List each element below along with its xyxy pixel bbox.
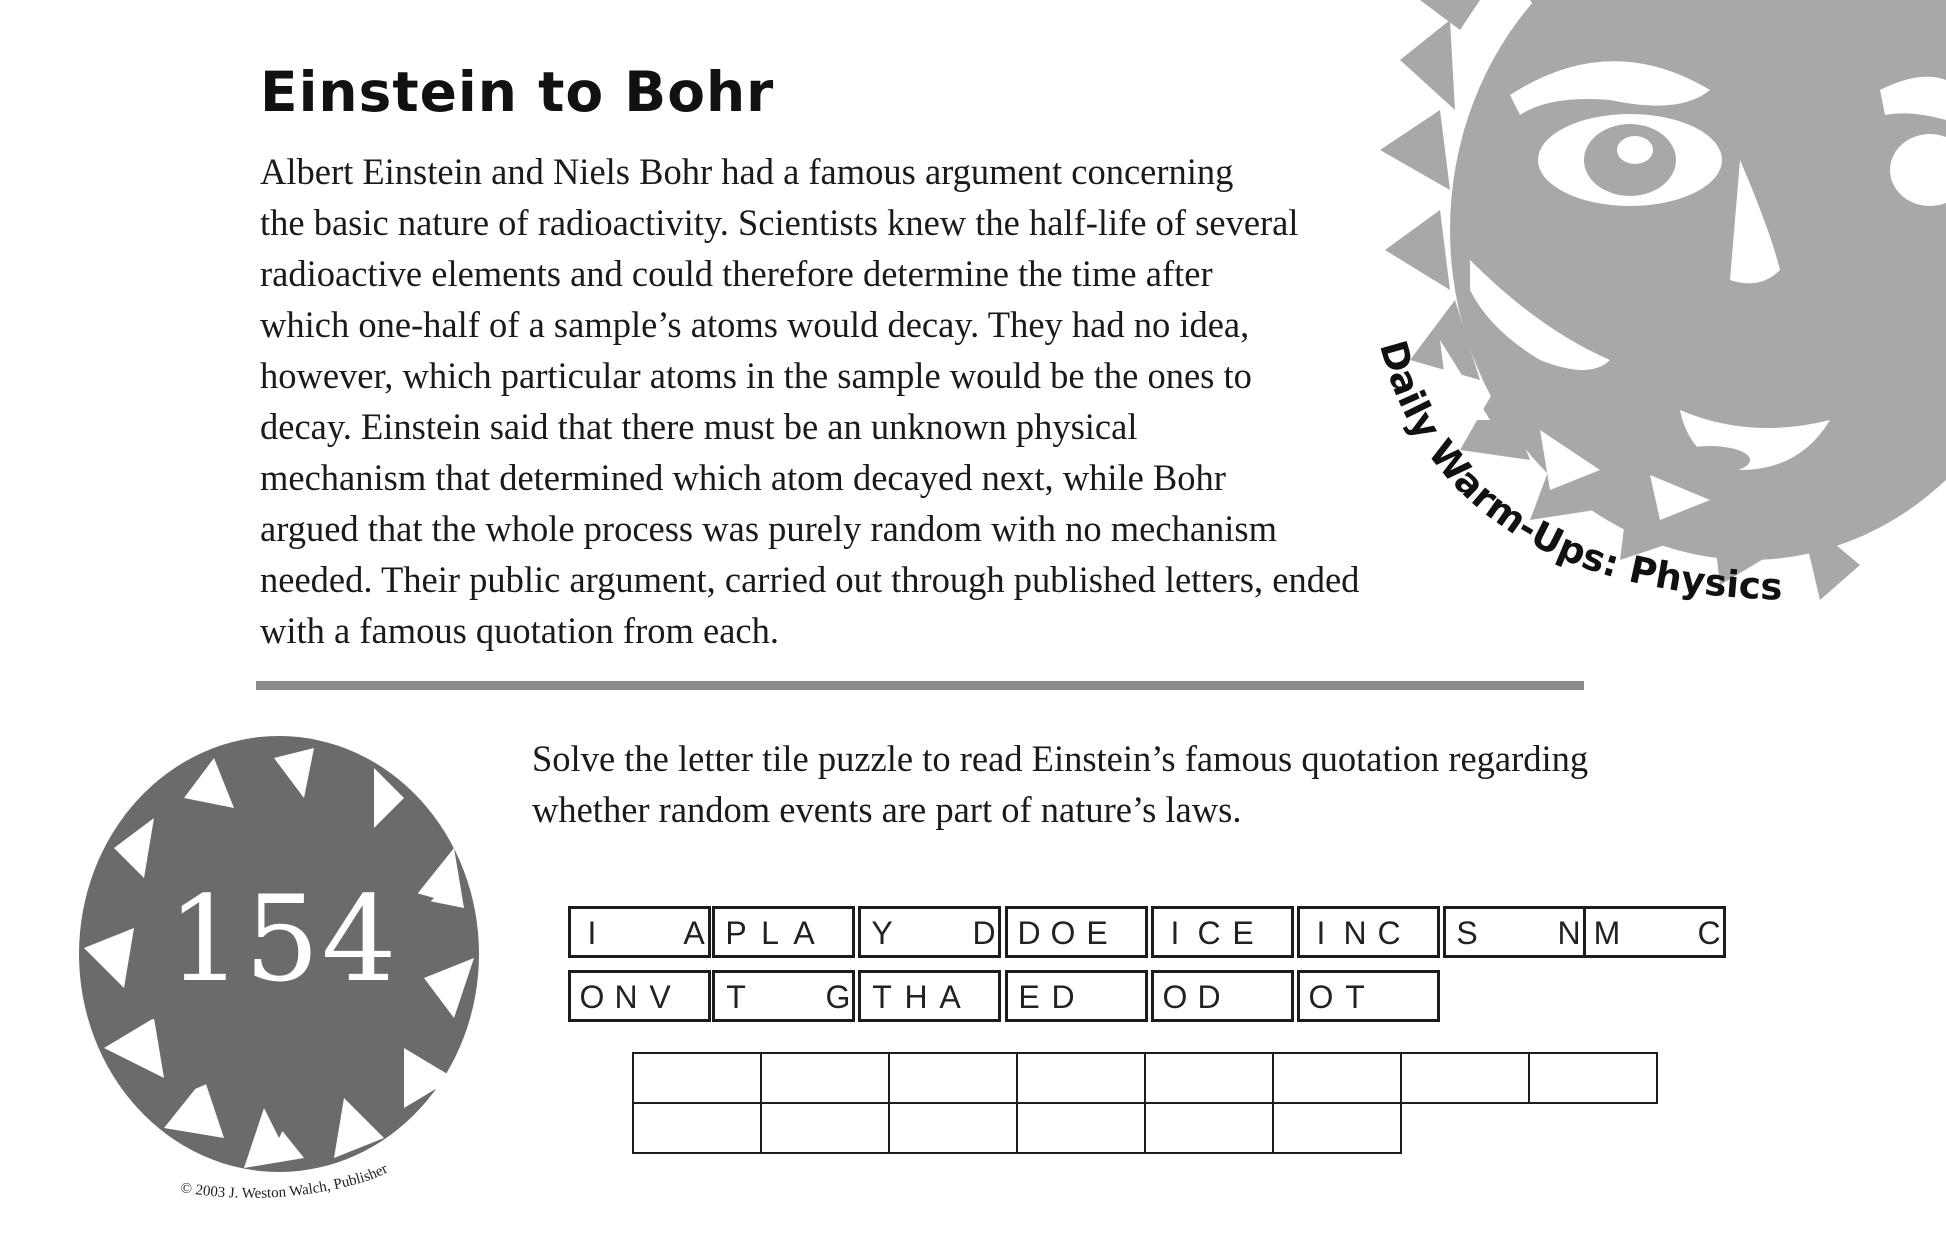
answer-cell[interactable]: [632, 1102, 762, 1154]
letter-tile[interactable]: [1005, 970, 1148, 1022]
tile-letter: O: [1050, 915, 1076, 951]
tile-letter: O: [579, 979, 605, 1015]
tile-letter: S: [1456, 915, 1478, 951]
puzzle-number: 154: [167, 870, 399, 1008]
tile-letter: O: [1162, 979, 1188, 1015]
copyright-notice: [170, 1120, 490, 1230]
intro-line: argued that the whole process was purely random with no mechanism: [260, 508, 1278, 549]
letter-tile[interactable]: [1583, 906, 1726, 958]
series-title-text: Daily Warm-Ups: Physics: [1371, 335, 1784, 609]
intro-line: decay. Einstein said that there must be an unknown physical: [260, 406, 1138, 447]
answer-cell[interactable]: [888, 1102, 1018, 1154]
answer-cell[interactable]: [1144, 1102, 1274, 1154]
tile-letter: E: [1232, 915, 1254, 951]
tile-letter: A: [683, 915, 705, 951]
tile-letter: E: [1086, 915, 1108, 951]
answer-cell[interactable]: [760, 1102, 890, 1154]
answer-cell[interactable]: [888, 1052, 1018, 1104]
tile-letter: L: [761, 915, 779, 951]
intro-line: Albert Einstein and Niels Bohr had a famous argument concerning: [260, 151, 1234, 192]
tile-letter: P: [725, 915, 747, 951]
tile-letter: D: [1051, 979, 1075, 1015]
intro-line: however, which particular atoms in the sample would be the ones to: [260, 355, 1252, 396]
letter-tile[interactable]: [1443, 906, 1586, 958]
instructions-line: whether random events are part of nature’s laws.: [532, 789, 1242, 830]
answer-cell[interactable]: [1016, 1102, 1146, 1154]
tile-letter: H: [904, 979, 928, 1015]
tile-letter: G: [825, 979, 851, 1015]
letter-tile[interactable]: [1005, 906, 1148, 958]
letter-tile[interactable]: [712, 906, 855, 958]
answer-cell[interactable]: [1016, 1052, 1146, 1104]
tile-letter: N: [1343, 915, 1367, 951]
letter-tile[interactable]: [1151, 906, 1294, 958]
answer-cell[interactable]: [1272, 1052, 1402, 1104]
tile-letter: V: [649, 979, 671, 1015]
answer-grid: [632, 1052, 1654, 1156]
tile-letter: E: [1018, 979, 1040, 1015]
tile-letter: C: [1697, 915, 1721, 951]
tile-letter: N: [1557, 915, 1581, 951]
letter-tile[interactable]: [568, 970, 711, 1022]
answer-cell[interactable]: [1528, 1052, 1658, 1104]
tile-letter: D: [1017, 915, 1041, 951]
tile-letter: D: [1197, 979, 1221, 1015]
intro-line: mechanism that determined which atom decayed next, while Bohr: [260, 457, 1226, 498]
intro-line: radioactive elements and could therefore determine the time after: [260, 253, 1213, 294]
intro-line: with a famous quotation from each.: [260, 610, 779, 651]
letter-tile[interactable]: [858, 970, 1001, 1022]
answer-cell[interactable]: [1144, 1052, 1274, 1104]
letter-tile[interactable]: [712, 970, 855, 1022]
letter-tile[interactable]: [858, 906, 1001, 958]
letter-tile[interactable]: [568, 906, 711, 958]
tile-letter: A: [939, 979, 961, 1015]
tile-letter: I: [1316, 915, 1326, 951]
tile-letter: I: [587, 915, 597, 951]
tile-letter: Y: [871, 915, 893, 951]
tile-letter: O: [1308, 979, 1334, 1015]
tile-letter: N: [614, 979, 638, 1015]
intro-line: which one-half of a sample’s atoms would decay. They had no idea,: [260, 304, 1250, 345]
intro-line: the basic nature of radioactivity. Scientists knew the half-life of several: [260, 202, 1299, 243]
section-divider: [256, 681, 1584, 690]
intro-line: needed. Their public argument, carried out through published letters, ended: [260, 559, 1360, 600]
letter-tile[interactable]: [1297, 906, 1440, 958]
tile-letter: T: [872, 979, 892, 1015]
tile-letter: T: [726, 979, 746, 1015]
answer-cell[interactable]: [1400, 1052, 1530, 1104]
intro-paragraph: [260, 146, 1460, 656]
tile-letter: A: [793, 915, 815, 951]
tile-letter: D: [972, 915, 996, 951]
answer-cell[interactable]: [760, 1052, 890, 1104]
answer-cell[interactable]: [1272, 1102, 1402, 1154]
letter-tile[interactable]: [1151, 970, 1294, 1022]
tile-letter: C: [1377, 915, 1401, 951]
answer-cell[interactable]: [632, 1052, 762, 1104]
instructions-line: Solve the letter tile puzzle to read Einstein’s famous quotation regarding: [532, 738, 1589, 779]
svg-text:© 2003 J. Weston Walch, Publ: [179, 1161, 390, 1202]
tile-letter: M: [1593, 915, 1621, 951]
page-title: Einstein to Bohr: [260, 60, 775, 124]
tile-letter: I: [1170, 915, 1180, 951]
tile-letter: C: [1197, 915, 1221, 951]
puzzle-instructions: [532, 733, 1732, 835]
copyright-text: © 2003 J. Weston Walch, Publisher: [179, 1160, 391, 1202]
letter-tile[interactable]: [1297, 970, 1440, 1022]
tile-letter: T: [1345, 979, 1365, 1015]
